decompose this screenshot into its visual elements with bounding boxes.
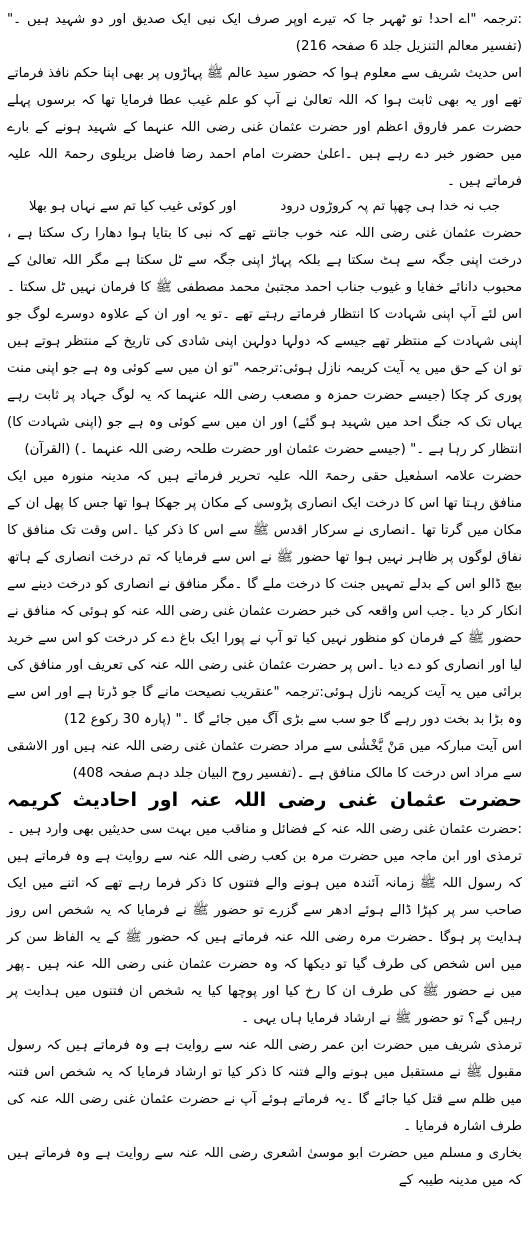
paragraph-bukhari-muslim: بخاری و مسلم میں حضرت ابو موسیٰ اشعری رضی اللہ عنہ سے روایت ہے وہ فرماتے ہیں کہ میں مدینہ طیبہ کے [7, 1146, 522, 1188]
poetry-couplet [7, 195, 522, 219]
section-heading: حضرت عثمان غنی رضی اللہ عنہ اور احادیث کریمہ [7, 789, 522, 811]
paragraph-tree-story: حضرت علامہ اسمٰعیل حقی رحمۃ اللہ علیہ تحریر فرماتے ہیں کہ مدینہ منورہ میں ایک منافق رہتا تھا اس کا درخت ایک انصاری پڑوسی کے مکان پر جھکا ہوا تھا جس کا پھل ان کے مکان میں گرتا تھا ۔انصاری نے سرکار اقدس ﷺ سے اس کا ذکر کیا ۔اس وقت تک منافق کا نفاق لوگوں پر ظاہر نہیں ہوا تھا حضور ﷺ نے اس سے فرمایا کہ تم درخت انصاری کے ہاتھ بیچ ڈالو اس کے بدلے تمہیں جنت کا درخت ملے گا ۔مگر منافق نے انصاری کو درخت دینے سے انکار کر دیا ۔جب اس واقعہ کی خبر حضرت عثمان غنی رضی اللہ عنہ کو ہوئی کہ منافق نے حضور ﷺ کے فرمان کو منظور نہیں کیا تو آپ نے پورا ایک باغ دے کر درخت کو اس سے خرید لیا اور انصاری کو دے دیا ۔اس پر حضرت عثمان غنی رضی اللہ عنہ کی تعریف اور منافق کی برائی میں یہ آیت کریمہ نازل ہوئی:ترجمہ "عنقریب نصیحت مانے گا جو ڈرتا ہے اور اس سے وہ بڑا بد بخت دور رہے گا جو سب سے بڑی آگ میں جائے گا ۔" (پارہ 30 رکوع 12) [7, 469, 522, 727]
couplet-first-line: جب نہ خدا ہی چھپا تم پہ کروڑوں درود [280, 199, 501, 214]
section-heading-text: :حضرت عثمان غنی رضی اللہ عنہ کے فضائل و مناقب میں بہت سی حدیثیں بھی وارد ہیں ۔ترمذی اور ابن ماجہ میں حضرت مرہ بن کعب رضی اللہ عنہ سے روایت ہے وہ فرماتے ہیں کہ رسول اللہ ﷺ زمانہ آئندہ میں ہونے والے فتنوں کا ذکر فرما رہے تھے کہ اتنے میں ایک صاحب سر پر کپڑا ڈالے ہوئے ادھر سے گزرے تو حضور ﷺ نے فرمایا کہ یہ شخص اس روز ہدایت پر ہوگا ۔حضرت مرہ رضی اللہ عنہ فرماتے ہیں کہ حضور ﷺ کے یہ الفاظ سن کر میں اس شخص کی طرف گیا تو دیکھا کہ وہ حضرت عثمان غنی رضی اللہ عنہ ہیں ۔پھر میں نے حضور ﷺ کی طرف ان کا رخ کیا اور پوچھا کیا یہ شخص ان فتنوں میں ہدایت پر رہیں گے؟ تو حضور ﷺ نے ارشاد فرمایا ہاں یہی ۔ [7, 822, 522, 1026]
paragraph-awaiting-martyrdom: حضرت عثمان غنی رضی اللہ عنہ خوب جانتے تھے کہ نبی کا بتایا ہوا دھارا رک سکتا ہے ، درخت اپنی جگہ سے ہٹ سکتا ہے بلکہ پہاڑ اپنی جگہ سے ٹل سکتا ہے مگر اللہ تعالیٰ کے محبوب دانائے خفایا و غیوب جناب احمد مجتبیٰ محمد مصطفی ﷺ کا فرمان نہیں ٹل سکتا ۔اس لئے آپ اپنی شہادت کا انتظار فرماتے رہتے تھے ۔تو یہ اور ان کے علاوہ دوسرے لوگ جو اپنی شہادت کے منتظر تھے جیسے کہ دولہا دولہن اپنی شادی کی تاریخ کے منتظر ہوتے ہیں تو ان کے حق میں یہ آیت کریمہ نازل ہوئی:ترجمہ "تو ان میں سے کوئی وہ ہے جو اپنی منت پوری کر چکا (جیسے حضرت حمزہ و مصعب رضی اللہ عنہما کہ یہ لوگ جہاد پر ثابت رہے یہاں تک کہ جنگ احد میں شہید ہو گئے) اور ان میں سے کوئی وہ ہے جو (اپنی شہادت کا) انتظار کر رہا ہے ۔" (جیسے حضرت عثمان اور حضرت طلحہ رضی اللہ عنہما ۔) (القرآن) [7, 226, 522, 457]
paragraph-tafsir-reference: اس آیت مبارکہ میں مَنْ یَّخْشٰی سے مراد حضرت عثمان غنی رضی اللہ عنہ ہیں اور الاشقی سے مراد اس درخت کا مالک منافق ہے ۔(تفسیر روح البیان جلد دہم صفحہ 408) [7, 739, 522, 781]
paragraph-translation-uhud: :ترجمہ "اے احد! تو ٹھہر جا کہ تیرے اوپر صرف ایک نبی ایک صدیق اور دو شہید ہیں ۔" (تفسیر معالم التنزیل جلد 6 صفحہ 216) [7, 12, 522, 54]
section-hadith-intro [7, 787, 522, 1032]
paragraph-hadith-explanation: اس حدیث شریف سے معلوم ہوا کہ حضور سید عالم ﷺ پہاڑوں پر بھی اپنا حکم نافذ فرماتے تھے اور یہ بھی ثابت ہوا کہ اللہ تعالیٰ نے آپ کو علم غیب عطا فرمایا تھا کہ برسوں پہلے حضرت عمر فاروق اعظم اور حضرت عثمان غنی رضی اللہ عنہما کے شہید ہونے کے بارے میں حضور خبر دے رہے ہیں ۔اعلیٰ حضرت امام احمد رضا فاضل بریلوی رحمۃ اللہ علیہ فرماتے ہیں ۔ [7, 66, 522, 189]
paragraph-tirmidhi: ترمذی شریف میں حضرت ابن عمر رضی اللہ عنہ سے روایت ہے وہ فرماتے ہیں کہ رسول مقبول ﷺ نے مستقبل میں ہونے والے فتنہ کا ذکر کیا تو ارشاد فرمایا کہ یہ شخص اس فتنہ میں ظلم سے قتل کیا جائے گا ۔یہ فرماتے ہوئے آپ نے حضرت عثمان غنی رضی اللہ عنہ کی طرف اشارہ فرمایا ۔ [7, 1038, 522, 1134]
couplet-second-line: اور کوئی غیب کیا تم سے نہاں ہو بھلا [28, 199, 237, 214]
